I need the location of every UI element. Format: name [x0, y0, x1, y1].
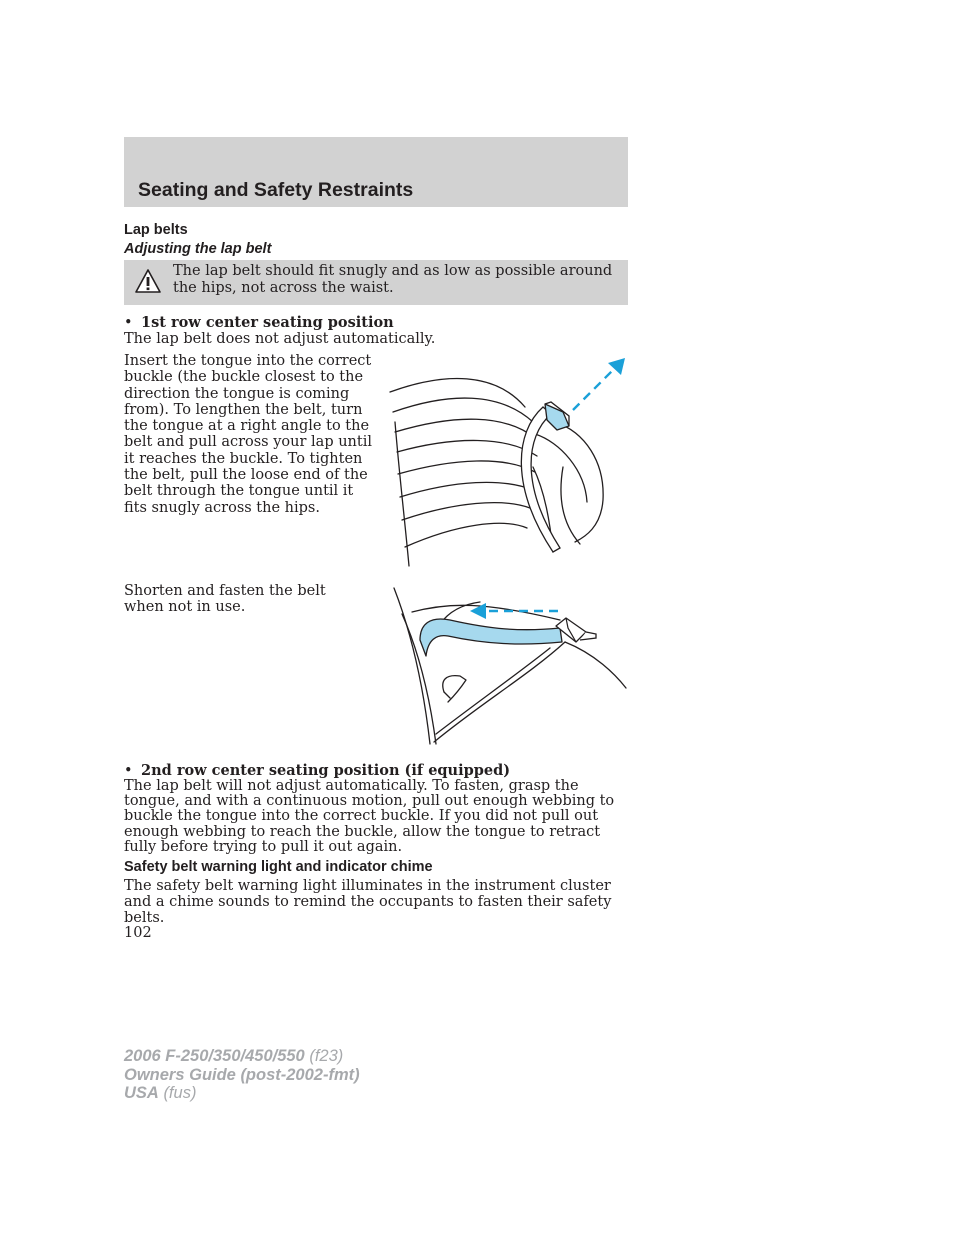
page-number: 102	[124, 925, 152, 941]
first-row-intro: The lap belt does not adjust automatically.	[124, 331, 436, 347]
warning-triangle-icon	[134, 268, 162, 294]
second-row-text: The lap belt will not adjust automatically. To fasten, grasp the tongue, and with a continuous motion, pull out enough webbing to buckle the tongue into the correct buckle. If you did not pull out enough webbing to reach the buckle, allow the tongue to retract fully before trying to pull it out again.	[124, 778, 615, 855]
bullet-dot: •	[124, 763, 133, 779]
footer	[124, 1047, 360, 1103]
section-title: Lap belts	[124, 222, 188, 238]
footer-line-region	[124, 1084, 360, 1103]
bullet-dot: •	[124, 315, 133, 331]
footer-model: 2006 F-250/350/450/550	[124, 1047, 305, 1065]
page-title: Seating and Safety Restraints	[138, 179, 414, 201]
footer-guide: Owners Guide (post-2002-fmt)	[124, 1065, 360, 1084]
lap-belt-lengthen-figure	[385, 352, 630, 570]
warning-light-text: The safety belt warning light illuminates in the instrument cluster and a chime sounds to remind the occupants to fasten their safety belts.	[124, 878, 612, 926]
first-row-shorten: Shorten and fasten the belt when not in use.	[124, 583, 326, 616]
first-row-instructions: Insert the tongue into the correct buckle (the buckle closest to the direction the tongue is coming from). To lengthen the belt, turn the tongue at a right angle to the belt and pull across your lap until it reaches the buckle. To tighten the belt, pull the loose end of the belt through the tongue until it fits snugly across the hips.	[124, 353, 372, 516]
second-row-heading-text: 2nd row center seating position (if equipped)	[141, 762, 511, 779]
section-subtitle: Adjusting the lap belt	[124, 241, 272, 257]
first-row-heading	[124, 314, 394, 332]
footer-region: USA	[124, 1084, 159, 1102]
footer-region-code: (fus)	[163, 1084, 197, 1102]
footer-model-code: (f23)	[309, 1047, 344, 1065]
lap-belt-shorten-figure	[390, 584, 630, 748]
warning-light-title: Safety belt warning light and indicator chime	[124, 859, 433, 875]
footer-line-model	[124, 1047, 360, 1066]
warning-text: The lap belt should fit snugly and as low as possible around the hips, not across the waist.	[173, 263, 613, 296]
first-row-heading-text: 1st row center seating position	[141, 314, 394, 331]
